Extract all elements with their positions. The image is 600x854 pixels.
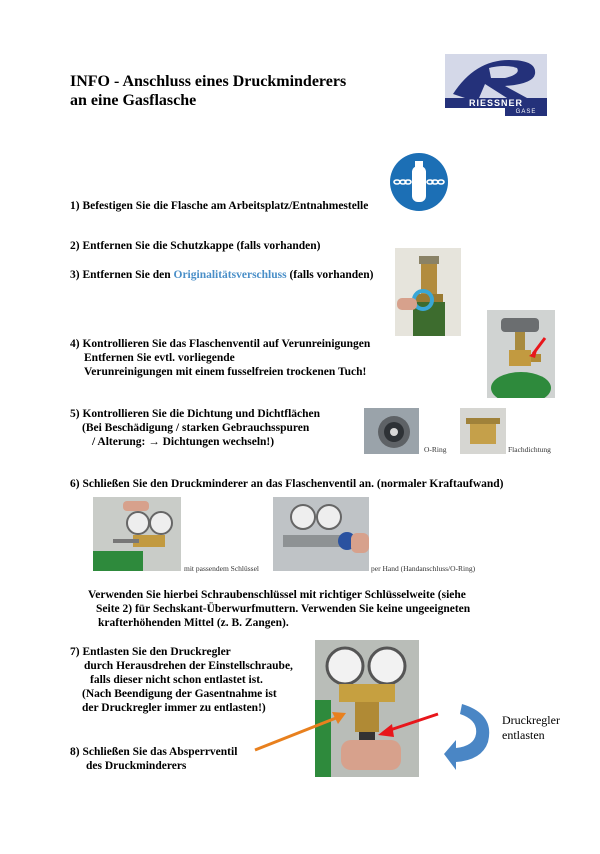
caption-flat-gasket: Flachdichtung — [508, 445, 551, 454]
step-7-line-3: falls dieser nicht schon entlastet ist. — [90, 674, 263, 686]
orange-arrow-line — [255, 718, 336, 750]
step-5-line-2: (Bei Beschädigung / starken Gebrauchsspuren — [82, 422, 310, 434]
caption-with-wrench: mit passendem Schlüssel — [184, 564, 259, 573]
step-4-line-2: Entfernen Sie evtl. vorliegende — [84, 352, 235, 364]
caption-release-line-1: Druckregler — [502, 713, 560, 727]
step-7-line-2: durch Herausdrehen der Einstellschraube, — [84, 660, 293, 672]
step-1: 1) Befestigen Sie die Flasche am Arbeitsplatz/Entnahmestelle — [70, 200, 369, 212]
red-arrow-line — [390, 714, 438, 730]
step-7-line-1: 7) Entlasten Sie den Druckregler — [70, 646, 231, 658]
step-3-prefix: 3) Entfernen Sie den — [70, 269, 174, 281]
step-8-line-1: 8) Schließen Sie das Absperrventil — [70, 746, 238, 758]
step-5-line-3: / Alterung: → Dichtungen wechseln!) — [92, 436, 275, 448]
title-line-1: INFO - Anschluss eines Druckminderers — [70, 73, 347, 90]
step-6: 6) Schließen Sie den Druckminderer an das Flaschenventil an. (normaler Kraftaufwand) — [70, 478, 504, 490]
step-4-line-1: 4) Kontrollieren Sie das Flaschenventil auf Verunreinigungen — [70, 338, 371, 350]
step-7-line-4: (Nach Beendigung der Gasentnahme ist — [82, 688, 277, 700]
caption-oring: O-Ring — [424, 445, 447, 454]
step-6-note-line-2: Seite 2) für Sechskant-Überwurfmuttern. Verwenden Sie keine ungeeigneten — [96, 603, 471, 615]
red-arrow-head-icon — [378, 724, 394, 737]
step-4-line-3: Verunreinigungen mit einem fusselfreien trockenen Tuch! — [84, 366, 367, 378]
step-3-suffix: (falls vorhanden) — [286, 269, 374, 281]
logo-name: RIESSNER — [468, 98, 523, 108]
curved-blue-arrow-icon — [444, 704, 489, 770]
title-line-2: an eine Gasflasche — [70, 92, 197, 109]
step-8-line-2: des Druckminderers — [86, 760, 187, 772]
step-6-note-line-1: Verwenden Sie hierbei Schraubenschlüssel mit richtiger Schlüsselweite (siehe — [88, 589, 466, 601]
originality-seal-term: Originalitätsverschluss — [173, 269, 287, 281]
caption-release-regulator — [502, 713, 560, 743]
step-5-line-1: 5) Kontrollieren Sie die Dichtung und Dichtflächen — [70, 408, 321, 420]
logo-sub: GASE — [515, 109, 537, 115]
step-7-line-5: der Druckregler immer zu entlasten!) — [82, 702, 266, 714]
step-2: 2) Entfernen Sie die Schutzkappe (falls vorhanden) — [70, 240, 321, 252]
caption-release-line-2: entlasten — [502, 728, 545, 742]
caption-by-hand: per Hand (Handanschluss/O-Ring) — [371, 564, 476, 573]
step-6-note-line-3: krafterhöhenden Mittel (z. B. Zangen). — [98, 617, 289, 629]
